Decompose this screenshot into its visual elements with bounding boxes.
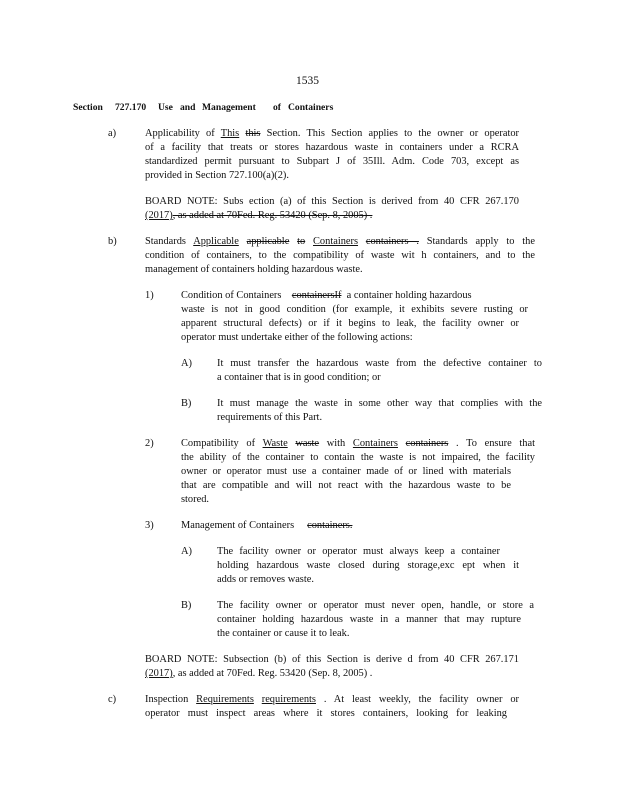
paragraph-line: waste is not in good condition (for example, it exhibits severe rusting or — [181, 304, 528, 315]
paragraph-line — [181, 519, 352, 533]
item-marker: B) — [181, 600, 192, 611]
text-run: Compatibility of — [181, 438, 256, 449]
deleted-text: If — [334, 290, 342, 301]
deleted-text: containers — [405, 438, 449, 449]
deleted-text: containers — [291, 290, 335, 301]
section-title-word: and — [180, 102, 196, 113]
paragraph-line: operator must undertake either of the following actions: — [181, 332, 413, 343]
paragraph-line: It must transfer the hazardous waste from the defective container to — [217, 358, 542, 369]
inserted-text: requirements — [261, 694, 316, 705]
text-run: a container holding hazardous — [346, 290, 472, 301]
paragraph-line — [145, 127, 519, 141]
paragraph-line: container holding hazardous waste in a manner that may rupture — [217, 614, 521, 625]
paragraph-line: owner or operator must use a container made of or lined with materials — [181, 466, 511, 477]
text-run: Condition of Containers — [181, 290, 282, 301]
board-note-line — [145, 667, 372, 681]
deleted-text: waste — [295, 438, 320, 449]
paragraph-line: the ability of the container to contain the waste is not impaired, the facility — [181, 452, 535, 463]
paragraph-line: operator must inspect areas where it stores containers, looking for leaking — [145, 708, 507, 719]
text-run: Inspection — [145, 694, 189, 705]
inserted-text: Waste — [262, 438, 288, 449]
paragraph-line: The facility owner or operator must always keep a container — [217, 546, 500, 557]
subsection-marker: b) — [108, 236, 117, 247]
paragraph-line: It must manage the waste in some other way that complies with the — [217, 398, 542, 409]
inserted-text: Containers — [313, 236, 359, 247]
page-number: 1535 — [296, 75, 319, 87]
paragraph-line: The facility owner or operator must never open, handle, or store a — [217, 600, 534, 611]
section-title-word: Use — [158, 102, 173, 113]
deleted-text: containers . — [365, 236, 419, 247]
paragraph-line: that are compatible and will not react with the hazardous waste to be — [181, 480, 511, 491]
section-label: Section — [73, 102, 103, 113]
item-marker: A) — [181, 358, 192, 369]
subsection-marker: c) — [108, 694, 117, 705]
item-marker: 3) — [145, 520, 154, 531]
deleted-text: , as added at 70Fed. Reg. 53420 (Sep. 8, 2005) . — [172, 210, 373, 221]
deleted-text: to — [297, 236, 306, 247]
inserted-text: Requirements — [196, 694, 254, 705]
board-note-line: BOARD NOTE: Subs ection (a) of this Section is derived from 40 CFR 267.170 — [145, 196, 519, 207]
board-note-line — [145, 209, 372, 223]
inserted-text: (2017) — [145, 210, 173, 221]
text-run: . To ensure that — [456, 438, 535, 449]
paragraph-line — [145, 235, 535, 249]
paragraph-line: stored. — [181, 494, 209, 505]
text-run: , as added at 70Fed. Reg. 53420 (Sep. 8, 2005) . — [172, 668, 373, 679]
text-run: . At least weekly, the facility owner or — [323, 694, 519, 705]
paragraph-line: apparent structural defects) or if it begins to leak, the facility owner or — [181, 318, 519, 329]
paragraph-line: the container or cause it to leak. — [217, 628, 350, 639]
text-run: with — [326, 438, 346, 449]
paragraph-line: management of containers holding hazardous waste. — [145, 264, 363, 275]
subsection-marker: a) — [108, 128, 117, 139]
text-run: Applicability of — [145, 128, 215, 139]
text-run: Management of Containers — [181, 520, 295, 531]
paragraph-line: standardized permit pursuant to Subpart J of 35Ill. Adm. Code 703, except as — [145, 156, 519, 167]
deleted-text: this — [245, 128, 261, 139]
deleted-text: containers. — [307, 520, 353, 531]
paragraph-line: condition of containers, to the compatibility of waste wit h containers, and to the — [145, 250, 535, 261]
section-title-word: Containers — [288, 102, 334, 113]
paragraph-line: of a facility that treats or stores hazardous waste in containers under a RCRA — [145, 142, 519, 153]
paragraph-line: adds or removes waste. — [217, 574, 314, 585]
paragraph-line — [181, 289, 472, 303]
item-marker: A) — [181, 546, 192, 557]
board-note-line: BOARD NOTE: Subsection (b) of this Section is derive d from 40 CFR 267.171 — [145, 654, 519, 665]
paragraph-line — [145, 693, 519, 707]
paragraph-line: holding hazardous waste closed during storage,exc ept when it — [217, 560, 519, 571]
text-run: Standards apply to the — [426, 236, 535, 247]
section-number: 727.170 — [115, 102, 147, 113]
deleted-text: applicable — [246, 236, 290, 247]
paragraph-line: requirements of this Part. — [217, 412, 323, 423]
inserted-text: This — [220, 128, 240, 139]
paragraph-line: a container that is in good condition; or — [217, 372, 381, 383]
inserted-text: Containers — [352, 438, 398, 449]
text-run: Section. This Section applies to the owner or operator — [266, 128, 519, 139]
paragraph-line — [181, 437, 535, 451]
inserted-text: Applicable — [193, 236, 239, 247]
item-marker: 1) — [145, 290, 154, 301]
section-title-word: Management — [202, 102, 256, 113]
inserted-text: (2017) — [145, 668, 173, 679]
section-title-word: of — [273, 102, 281, 113]
paragraph-line: provided in Section 727.100(a)(2). — [145, 170, 289, 181]
text-run: Standards — [145, 236, 186, 247]
item-marker: B) — [181, 398, 192, 409]
item-marker: 2) — [145, 438, 154, 449]
